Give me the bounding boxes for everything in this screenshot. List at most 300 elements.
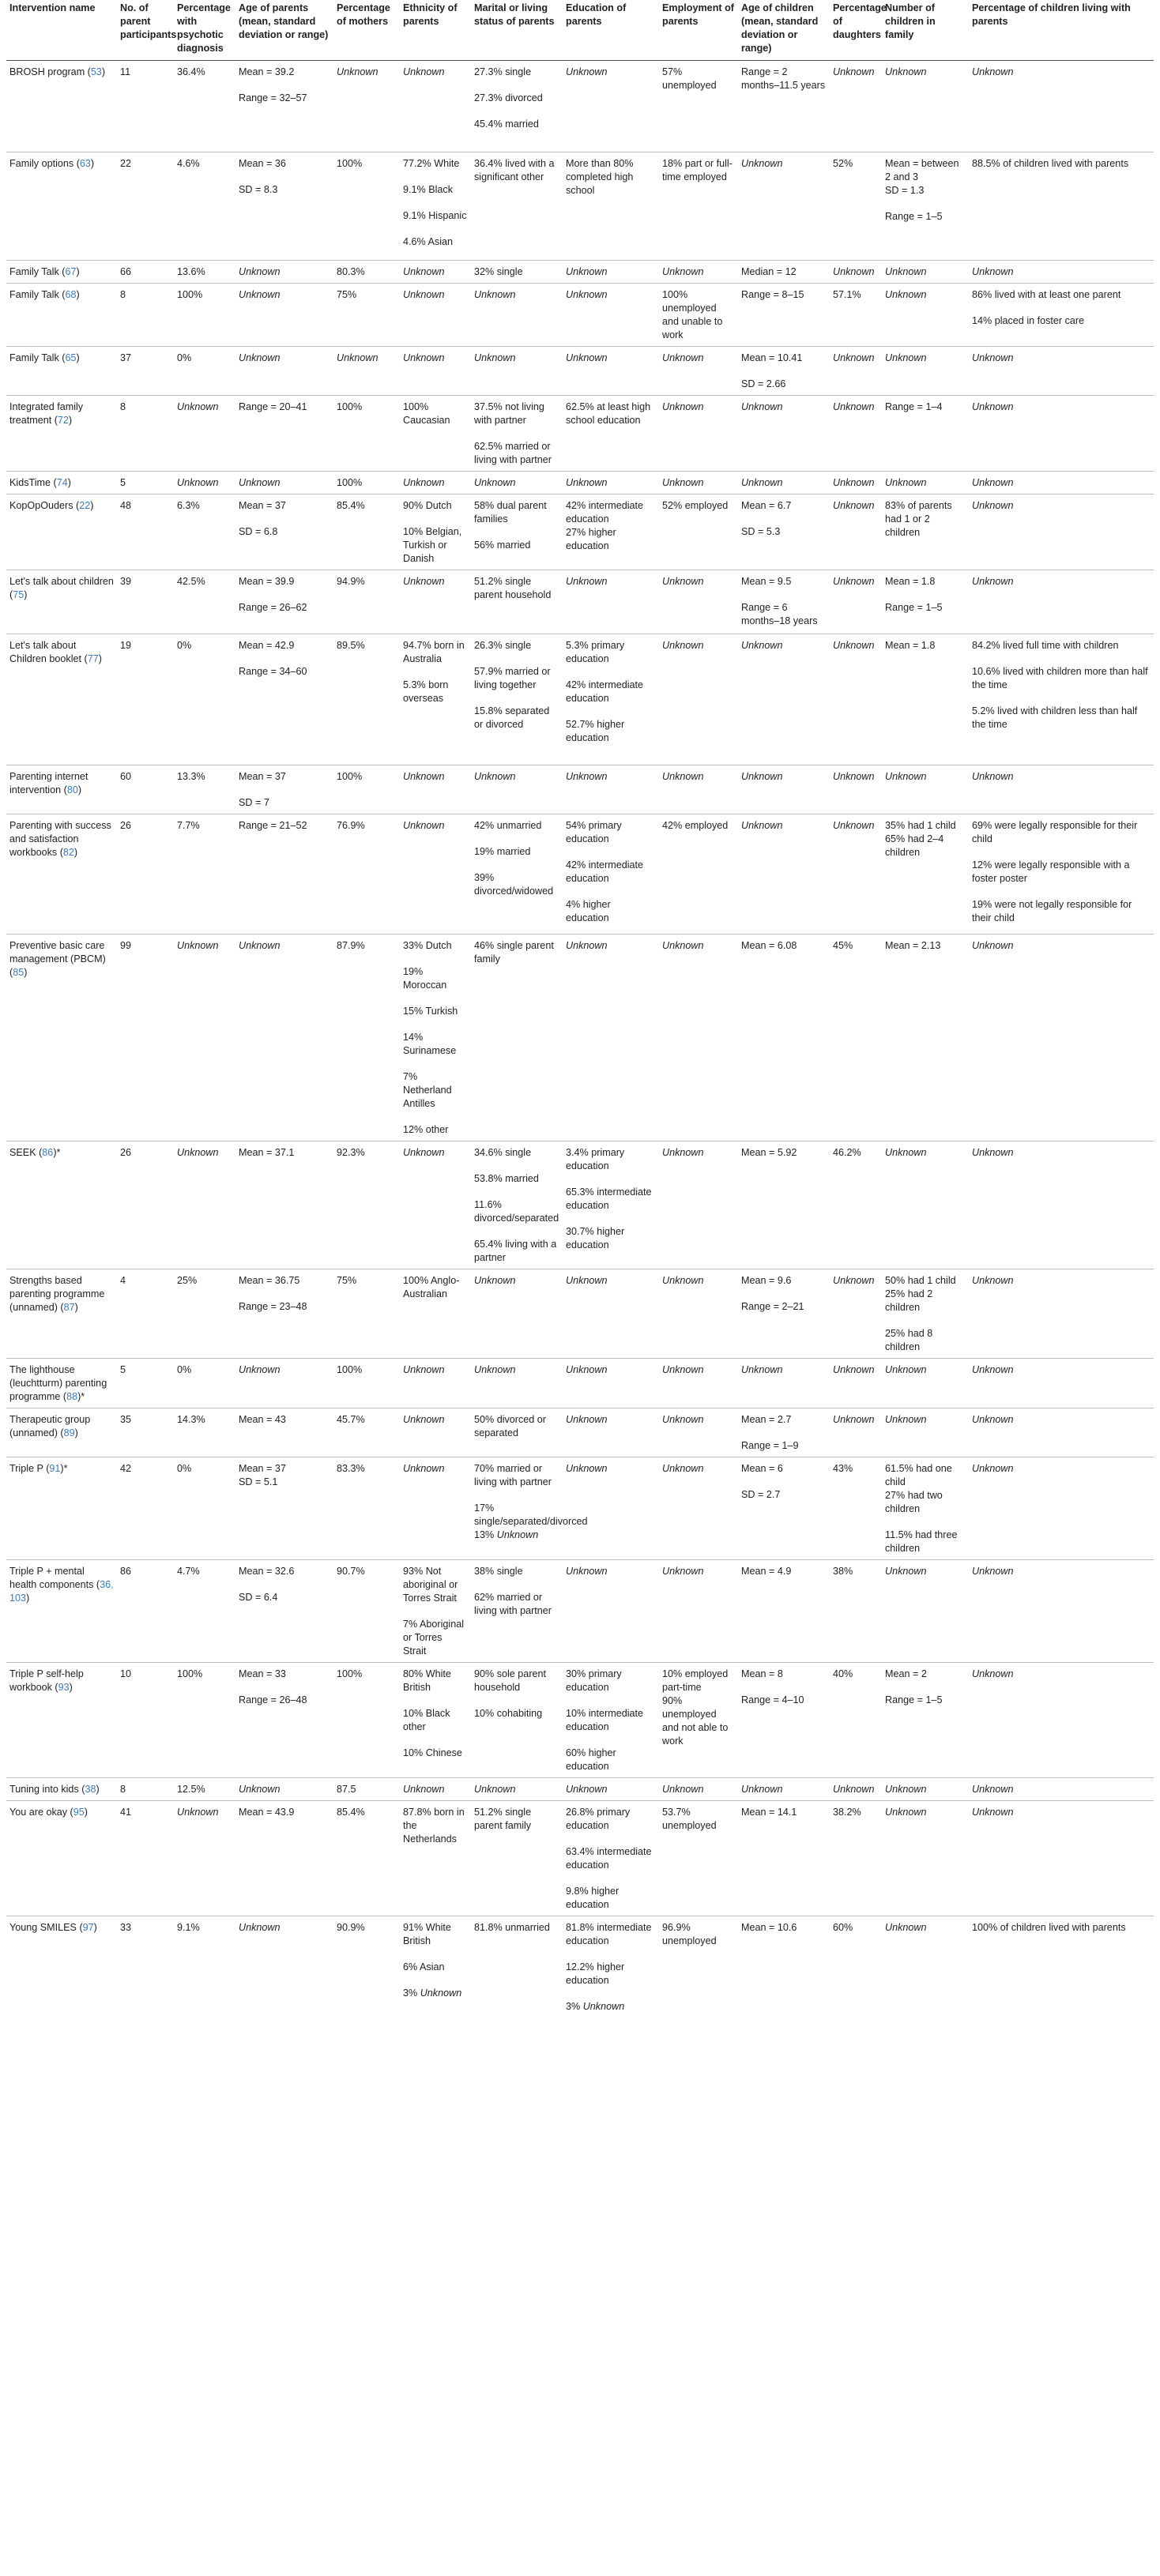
cell-education: [563, 570, 659, 634]
intervention-suffix: ): [77, 784, 82, 795]
cell-ethnicity: [400, 472, 471, 495]
cell-text: 100% Caucasian: [403, 401, 450, 426]
cell-text: 9.1%: [177, 1922, 200, 1933]
reference-link[interactable]: 87: [63, 1302, 75, 1313]
cell-text: 42% intermediate education: [566, 859, 644, 884]
reference-link[interactable]: 95: [73, 1807, 85, 1818]
reference-link[interactable]: 74: [56, 477, 68, 488]
cell-n-children: [882, 1778, 969, 1801]
cell-education: [563, 1141, 659, 1269]
cell-text: Unknown: [972, 477, 1014, 488]
cell-line: [474, 845, 559, 859]
cell-intervention: [6, 261, 117, 284]
cell-intervention: [6, 1457, 117, 1560]
cell-text: Mean = 1.8: [885, 640, 936, 651]
cell-text: Mean = 2.7: [741, 1414, 792, 1425]
line-gap: [972, 652, 1151, 665]
cell-pct-living: [969, 1801, 1154, 1916]
cell-line: [566, 1707, 656, 1734]
cell-age-children: [738, 1359, 830, 1408]
cell-text: 4.6% Asian: [403, 236, 454, 247]
cell-n-children: [882, 347, 969, 396]
cell-age-parents: [235, 1663, 333, 1778]
cell-text: 92.3%: [337, 1147, 365, 1158]
cell-text: Unknown: [403, 1784, 445, 1795]
cell-pct-mothers: [333, 1141, 400, 1269]
table-row: [6, 814, 1154, 935]
cell-text: 60%: [833, 1922, 853, 1933]
line-gap: [239, 1681, 330, 1694]
cell-line: [662, 499, 735, 513]
table-body: [6, 61, 1154, 2018]
cell-pct-mothers: [333, 1801, 400, 1916]
line-gap: [474, 652, 559, 665]
cell-line: [741, 352, 827, 365]
cell-line: [741, 499, 827, 513]
cell-marital: [471, 1457, 588, 1560]
cell-age-children: [738, 765, 830, 814]
line-gap: [741, 365, 827, 378]
cell-line: [239, 1591, 330, 1604]
cell-pct-daughters: [830, 1778, 882, 1801]
cell-line: [239, 601, 330, 615]
cell-n-parents: [117, 570, 174, 634]
cell-text: 37: [120, 352, 132, 363]
cell-line: [662, 819, 735, 833]
cell-n-children: [882, 284, 969, 347]
intervention-name: Integrated family treatment (: [9, 401, 84, 426]
cell-text: Mean = 2.13: [885, 940, 941, 951]
cell-pct-daughters: [830, 570, 882, 634]
cell-text: Unknown: [474, 771, 516, 782]
cell-text: 53.7% unemployed: [662, 1807, 717, 1831]
line-gap: [474, 427, 559, 440]
cell-text: 7% Netherland Antilles: [403, 1071, 452, 1109]
cell-text: 75%: [337, 1275, 357, 1286]
cell-line: [474, 1462, 559, 1489]
cell-ethnicity: [400, 935, 471, 1141]
cell-line: [566, 819, 656, 846]
cell-line: [239, 1462, 330, 1476]
cell-line: [885, 639, 966, 652]
line-gap: [403, 197, 468, 209]
cell-line: [403, 1921, 468, 1948]
cell-pct-living: [969, 61, 1154, 152]
line-gap: [566, 1173, 656, 1186]
header-marital: Marital or living status of parents: [471, 0, 563, 61]
cell-intervention: [6, 570, 117, 634]
cell-text: Unknown: [972, 1807, 1014, 1818]
cell-text: Unknown: [566, 477, 608, 488]
cell-text: 60: [120, 771, 132, 782]
cell-pct-psychotic: [174, 1778, 235, 1801]
intervention-suffix: )*: [53, 1147, 61, 1158]
line-gap: [403, 1058, 468, 1070]
cell-text: 36.4%: [177, 66, 205, 77]
reference-link[interactable]: 88: [66, 1391, 78, 1402]
cell-employment: [659, 347, 738, 396]
table-row: [6, 152, 1154, 261]
cell-age-children: [738, 1269, 830, 1359]
line-gap: [403, 1111, 468, 1123]
cell-text: Mean = 2: [885, 1668, 927, 1679]
cell-text: 6% Asian: [403, 1961, 445, 1972]
line-gap: [474, 1225, 559, 1238]
cell-text: Unknown: [403, 820, 445, 831]
cell-line: [403, 1707, 468, 1734]
cell-ethnicity: [400, 1457, 471, 1560]
cell-n-parents: [117, 61, 174, 152]
cell-line: [566, 1921, 656, 1948]
cell-pct-daughters: [830, 152, 882, 261]
cell-text: Unknown: [833, 1784, 875, 1795]
cell-line: [474, 539, 559, 552]
cell-pct-psychotic: [174, 814, 235, 935]
line-gap: [239, 589, 330, 601]
cell-line: [474, 639, 559, 652]
cell-age-children: [738, 935, 830, 1141]
cell-text: 5: [120, 477, 126, 488]
cell-text: Unknown: [885, 1922, 927, 1933]
intervention-name: You are okay (: [9, 1807, 73, 1818]
cell-text: 15.8% separated or divorced: [474, 705, 550, 730]
cell-n-children: [882, 634, 969, 765]
reference-link[interactable]: 38: [85, 1784, 96, 1795]
cell-line: [741, 1274, 827, 1288]
cell-intervention: [6, 1408, 117, 1457]
cell-pct-mothers: [333, 935, 400, 1141]
reference-link[interactable]: 63: [79, 158, 91, 169]
cell-text: Unknown: [566, 289, 608, 300]
cell-text: 62.5% married or living with partner: [474, 441, 552, 465]
cell-intervention: [6, 1916, 117, 2018]
cell-pct-daughters: [830, 1663, 882, 1778]
cell-text: Unknown: [833, 1364, 875, 1375]
cell-pct-living: [969, 814, 1154, 935]
cell-text: 19% married: [474, 846, 531, 857]
cell-line: [662, 66, 735, 92]
intervention-name: Parenting internet intervention (: [9, 771, 89, 795]
line-gap: [474, 105, 559, 118]
cell-age-parents: [235, 495, 333, 570]
cell-text: 100%: [337, 477, 363, 488]
cell-text: 10% cohabiting: [474, 1708, 543, 1719]
cell-line: [885, 1288, 966, 1314]
cell-text: Unknown: [403, 266, 445, 277]
cell-pct-psychotic: [174, 152, 235, 261]
cell-line: [566, 2000, 656, 2014]
cell-pct-psychotic: [174, 284, 235, 347]
cell-text: Unknown: [403, 771, 445, 782]
cell-text: 11.6% divorced/separated: [474, 1199, 559, 1224]
cell-text: Unknown: [885, 352, 927, 363]
cell-pct-daughters: [830, 1560, 882, 1663]
cell-text: Unknown: [662, 640, 704, 651]
cell-text: Unknown: [885, 477, 927, 488]
cell-text: 4% higher education: [566, 899, 611, 923]
cell-pct-daughters: [830, 1359, 882, 1408]
cell-text: Unknown: [566, 266, 608, 277]
cell-line: [403, 157, 468, 171]
table-row: [6, 1663, 1154, 1778]
cell-text: Unknown: [403, 66, 445, 77]
cell-text: Unknown: [885, 1147, 927, 1158]
cell-text: 58% dual parent families: [474, 500, 547, 525]
cell-line: [566, 499, 656, 526]
cell-text: Unknown: [662, 771, 704, 782]
header-pct-daughters: Percentage of daughters: [830, 0, 882, 61]
cell-line: [474, 499, 559, 526]
cell-text: Unknown: [662, 940, 704, 951]
line-gap: [403, 953, 468, 965]
cell-text: 38.2%: [833, 1807, 861, 1818]
cell-text: Unknown: [239, 1364, 281, 1375]
cell-intervention: [6, 1663, 117, 1778]
cell-marital: [471, 152, 563, 261]
line-gap: [403, 666, 468, 679]
cell-n-parents: [117, 1916, 174, 2018]
intervention-suffix: ): [26, 1593, 30, 1604]
reference-link[interactable]: 93: [58, 1682, 70, 1693]
line-gap: [239, 784, 330, 796]
cell-text: Unknown: [741, 771, 783, 782]
cell-text: Unknown: [566, 576, 608, 587]
cell-text: 10% intermediate education: [566, 1708, 644, 1732]
reference-link[interactable]: 72: [57, 415, 69, 426]
cell-text: Mean = 14.1: [741, 1807, 797, 1818]
cell-text: Unknown: [885, 1566, 927, 1577]
cell-line: [662, 1806, 735, 1833]
cell-marital: [471, 1801, 563, 1916]
cell-pct-mothers: [333, 765, 400, 814]
cell-line: [885, 157, 966, 184]
cell-line: [566, 526, 656, 553]
cell-text: 85.4%: [337, 1807, 365, 1818]
cell-text: 84.2% lived full time with children: [972, 640, 1119, 651]
cell-n-children: [882, 495, 969, 570]
cell-text: 53.8% married: [474, 1173, 539, 1184]
cell-line: [403, 525, 468, 566]
cell-text: 85.4%: [337, 500, 365, 511]
cell-text: 13.6%: [177, 266, 205, 277]
intervention-name: SEEK (: [9, 1147, 43, 1158]
cell-line: [403, 1987, 468, 2000]
cell-text: Mean = 37.1: [239, 1147, 295, 1158]
line-gap: [403, 513, 468, 525]
reference-link[interactable]: 86: [42, 1147, 54, 1158]
cell-text: Unknown: [833, 477, 875, 488]
reference-link[interactable]: 80: [66, 784, 78, 795]
cell-age-parents: [235, 261, 333, 284]
cell-age-children: [738, 61, 830, 152]
reference-link[interactable]: 89: [63, 1427, 75, 1438]
cell-text: Range = 8–15: [741, 289, 804, 300]
cell-text: Unknown: [662, 1275, 704, 1286]
line-gap: [885, 589, 966, 601]
cell-text: Mean = 32.6: [239, 1566, 295, 1577]
cell-line: [239, 401, 330, 414]
cell-text: Unknown: [972, 401, 1014, 412]
cell-age-parents: [235, 765, 333, 814]
cell-text: Unknown: [662, 352, 704, 363]
cell-n-children: [882, 1141, 969, 1269]
reference-link[interactable]: 22: [79, 500, 91, 511]
cell-text: Unknown: [972, 771, 1014, 782]
cell-text: 54% primary education: [566, 820, 622, 844]
reference-link[interactable]: 75: [13, 589, 24, 600]
reference-link[interactable]: 67: [65, 266, 77, 277]
cell-intervention: [6, 495, 117, 570]
cell-age-parents: [235, 570, 333, 634]
line-gap: [403, 1018, 468, 1031]
line-gap: [403, 223, 468, 235]
cell-text: 69% were legally responsible for their child: [972, 820, 1138, 844]
cell-line: [662, 1668, 735, 1694]
header-intervention: Intervention name: [6, 0, 117, 61]
header-employment: Employment of parents: [659, 0, 738, 61]
cell-line: [885, 1462, 966, 1489]
cell-text: 42% unmarried: [474, 820, 542, 831]
cell-age-children: [738, 261, 830, 284]
cell-text: 10% Belgian, Turkish or Danish: [403, 526, 462, 564]
cell-text: Unknown: [972, 66, 1014, 77]
cell-pct-living: [969, 495, 1154, 570]
cell-text: Unknown: [885, 1414, 927, 1425]
cell-text: 90% unemployed and not able to work: [662, 1695, 729, 1747]
cell-line: [474, 157, 559, 184]
cell-line: [403, 1961, 468, 1974]
cell-line: [566, 898, 656, 925]
cell-line: [741, 1439, 827, 1453]
table-row: [6, 1778, 1154, 1801]
cell-text: 40%: [833, 1668, 853, 1679]
cell-text: Mean = 8: [741, 1668, 783, 1679]
cell-education: [563, 1801, 659, 1916]
cell-education: [563, 765, 659, 814]
cell-line: [662, 157, 735, 184]
cell-pct-psychotic: [174, 261, 235, 284]
cell-pct-psychotic: [174, 1663, 235, 1778]
table-row: [6, 347, 1154, 396]
reference-link[interactable]: 91: [49, 1463, 61, 1474]
intervention-suffix: ): [90, 158, 95, 169]
cell-text: Unknown: [833, 771, 875, 782]
cell-employment: [659, 570, 738, 634]
table-row: [6, 1801, 1154, 1916]
line-gap: [566, 886, 656, 898]
reference-link[interactable]: 97: [82, 1922, 94, 1933]
cell-line: [741, 939, 827, 953]
cell-pct-psychotic: [174, 1359, 235, 1408]
cell-marital: [471, 495, 563, 570]
cell-text: 50% had 1 child: [885, 1275, 956, 1286]
cell-text: 10: [120, 1668, 132, 1679]
cell-text: Unknown: [239, 289, 281, 300]
cell-n-parents: [117, 347, 174, 396]
cell-ethnicity: [400, 1408, 471, 1457]
reference-link[interactable]: 82: [62, 847, 74, 858]
cell-text: SD = 2.66: [741, 378, 786, 389]
cell-line: [403, 1031, 468, 1058]
cell-text: 33: [120, 1922, 132, 1933]
reference-link[interactable]: 53: [90, 66, 102, 77]
reference-link[interactable]: 85: [13, 967, 24, 978]
cell-line: [239, 1413, 330, 1427]
cell-text: 43%: [833, 1463, 853, 1474]
intervention-suffix: )*: [77, 1391, 85, 1402]
participant-characteristics-table: [6, 0, 1154, 2018]
cell-text: 90.7%: [337, 1566, 365, 1577]
cell-ethnicity: [400, 1269, 471, 1359]
cell-text: 37.5% not living with partner: [474, 401, 544, 426]
intervention-suffix: ): [98, 653, 102, 664]
cell-line: [474, 871, 559, 898]
cell-text: Mean = 39.9: [239, 576, 295, 587]
cell-text: 62% married or living with partner: [474, 1592, 552, 1616]
cell-line: [474, 1172, 559, 1186]
intervention-suffix: ): [101, 66, 106, 77]
cell-text: 25% had 8 children: [885, 1328, 933, 1352]
cell-text: 57.1%: [833, 289, 861, 300]
cell-marital: [471, 634, 563, 765]
intervention-suffix: ): [74, 1302, 78, 1313]
cell-line: [403, 183, 468, 197]
cell-text: Unknown: [566, 940, 608, 951]
cell-text: Range = 1–5: [885, 211, 943, 222]
cell-text: Unknown: [972, 500, 1014, 511]
cell-text: Range = 1–9: [741, 1440, 799, 1451]
cell-text: Range = 1–5: [885, 602, 943, 613]
cell-text: 5.2% lived with children less than half the time: [972, 705, 1138, 730]
table-row: [6, 396, 1154, 472]
cell-text: Unknown: [741, 640, 783, 651]
cell-pct-living: [969, 152, 1154, 261]
cell-text: Mean = 10.41: [741, 352, 803, 363]
cell-text: 86% lived with at least one parent: [972, 289, 1121, 300]
reference-link[interactable]: 77: [87, 653, 99, 664]
cell-pct-living: [969, 1269, 1154, 1359]
cell-text: Unknown: [662, 576, 704, 587]
cell-text: 30.7% higher education: [566, 1226, 625, 1250]
cell-text: Unknown: [741, 401, 783, 412]
cell-text: Mean = 1.8: [885, 576, 936, 587]
cell-employment: [659, 1663, 738, 1778]
cell-intervention: [6, 1560, 117, 1663]
cell-line: [566, 1225, 656, 1252]
cell-text: Unknown: [566, 1364, 608, 1375]
cell-text: Mean = 9.6: [741, 1275, 792, 1286]
reference-link[interactable]: 36, 103: [9, 1579, 114, 1604]
table-row: [6, 472, 1154, 495]
cell-line: [403, 1070, 468, 1111]
cell-employment: [659, 152, 738, 261]
cell-line: [403, 1806, 468, 1846]
reference-link[interactable]: 68: [65, 289, 77, 300]
cell-line: [741, 1694, 827, 1707]
cell-line: [741, 288, 827, 302]
cell-text: 65.3% intermediate education: [566, 1186, 652, 1211]
cell-text: 41: [120, 1807, 132, 1818]
cell-intervention: [6, 472, 117, 495]
line-gap: [885, 1516, 966, 1529]
cell-line: [972, 898, 1151, 925]
table-row: [6, 765, 1154, 814]
reference-link[interactable]: 65: [65, 352, 77, 363]
cell-text: 45.7%: [337, 1414, 365, 1425]
cell-line: [239, 183, 330, 197]
cell-text: SD = 6.8: [239, 526, 278, 537]
cell-line: [662, 288, 735, 342]
